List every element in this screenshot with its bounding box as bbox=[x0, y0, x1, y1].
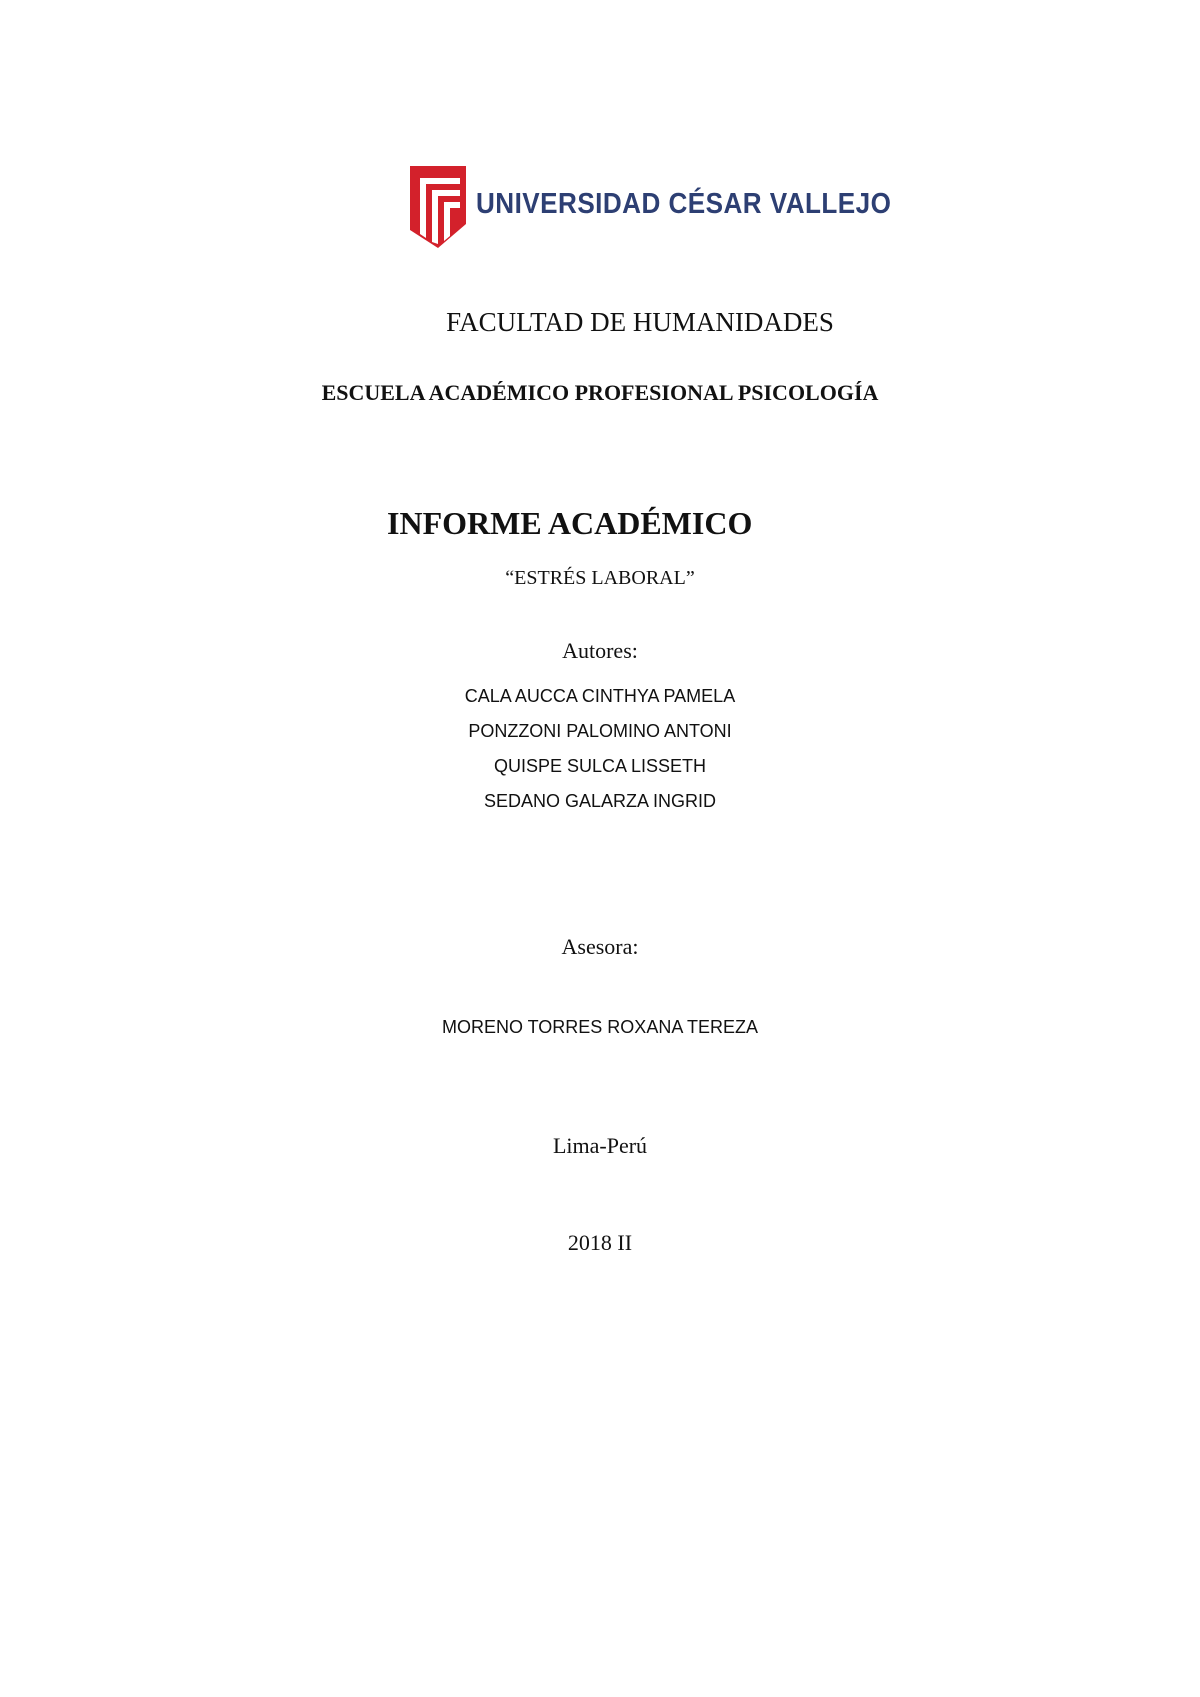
report-title: INFORME ACADÉMICO bbox=[387, 505, 753, 541]
city-location: Lima-Perú bbox=[552, 1133, 648, 1158]
authors-label: Autores: bbox=[562, 638, 638, 663]
school-heading: ESCUELA ACADÉMICO PROFESIONAL PSICOLOGÍA bbox=[321, 380, 879, 405]
author-name: PONZZONI PALOMINO ANTONI bbox=[468, 721, 732, 741]
advisor-label: Asesora: bbox=[561, 934, 639, 959]
author-name: QUISPE SULCA LISSETH bbox=[493, 756, 707, 776]
report-subtitle: “ESTRÉS LABORAL” bbox=[505, 567, 695, 589]
university-logo bbox=[408, 164, 892, 250]
university-logo-text: UNIVERSIDAD CÉSAR VALLEJO bbox=[476, 188, 892, 220]
faculty-heading bbox=[0, 307, 1200, 338]
faculty-heading-text: FACULTAD DE HUMANIDADES bbox=[446, 307, 834, 337]
author-name: SEDANO GALARZA INGRID bbox=[483, 791, 717, 811]
university-shield-icon bbox=[408, 164, 468, 250]
academic-year: 2018 II bbox=[567, 1230, 633, 1255]
author-name: CALA AUCCA CINTHYA PAMELA bbox=[464, 686, 736, 706]
advisor-name: MORENO TORRES ROXANA TEREZA bbox=[441, 1017, 759, 1037]
